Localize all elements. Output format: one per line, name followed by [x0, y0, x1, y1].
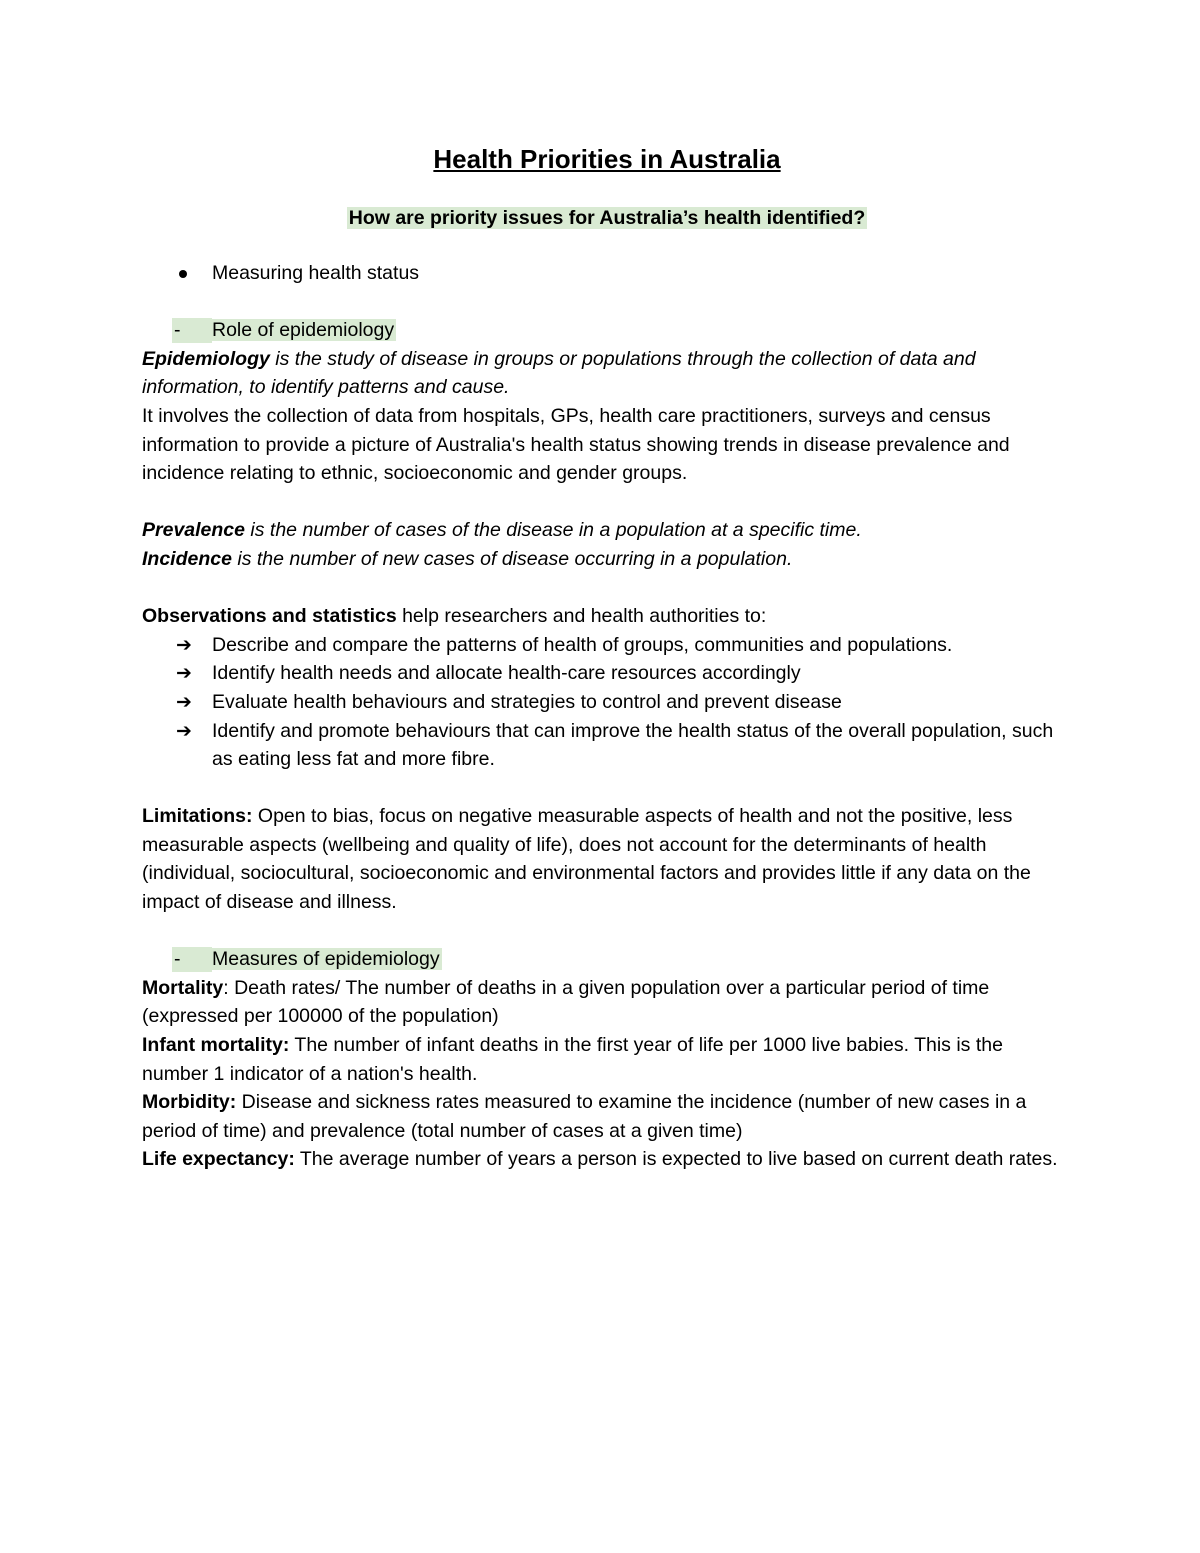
section-heading-role — [142, 316, 1072, 345]
prevalence-term: Prevalence — [142, 519, 245, 542]
list-item — [142, 688, 1072, 717]
arrow-right-icon: ➔ — [176, 690, 192, 713]
list-item-text: Identify health needs and allocate health-care resources accordingly — [212, 662, 801, 685]
definition-text: is the study of disease in groups or populations through the collection of data and information, to identify patterns and cause. — [142, 347, 976, 399]
document-page — [142, 138, 1072, 1174]
subtitle-question: How are priority issues for Australia’s health identified? — [348, 207, 866, 229]
list-item-text: Identify and promote behaviours that can improve the health status of the overall population, such as eating less fat and more fibre. — [212, 719, 1054, 771]
life-expectancy-term: Life expectancy: — [142, 1148, 295, 1171]
section-heading-label: Role of epidemiology — [212, 319, 395, 342]
observations-term: Observations and statistics — [142, 605, 397, 628]
limitations-text: Open to bias, focus on negative measurable aspects of health and not the positive, less measurable aspects (wellbeing and quality of life), does not account for the determinants of health (individual, sociocultural, socioeconomic and environmental factors and provides little if any data on the impact of disease and illness. — [142, 805, 1031, 914]
list-item — [142, 659, 1072, 688]
prevalence-text: is the number of cases of the disease in a population at a specific time. — [245, 519, 862, 542]
prevalence-definition — [142, 516, 1072, 545]
mortality-term: Mortality — [142, 976, 224, 999]
arrow-right-icon: ➔ — [176, 719, 192, 742]
incidence-text: is the number of new cases of disease occurring in a population. — [231, 547, 793, 570]
observations-text: help researchers and health authorities to: — [396, 605, 767, 628]
definition-term: Epidemiology — [142, 347, 270, 370]
dash-marker: - — [174, 948, 181, 971]
bullet-label: Measuring health status — [212, 262, 420, 284]
morbidity-text: Disease and sickness rates measured to examine the incidence (number of new cases in a period of time) and prevalence (total number of cases at a given time) — [142, 1091, 1027, 1142]
infant-mortality-term: Infant mortality: — [142, 1034, 290, 1057]
section-heading-label: Measures of epidemiology — [212, 948, 440, 971]
page-title: Health Priorities in Australia — [433, 144, 781, 174]
incidence-term: Incidence — [142, 547, 232, 570]
list-item — [142, 631, 1072, 660]
observations-intro — [142, 602, 1072, 631]
list-item — [142, 717, 1072, 774]
infant-mortality-definition — [142, 1031, 1072, 1088]
life-expectancy-text: The average number of years a person is expected to live based on current death rates. — [294, 1148, 1058, 1171]
limitations-term: Limitations: — [142, 805, 253, 828]
dash-marker: - — [174, 319, 181, 342]
incidence-definition — [142, 545, 1072, 574]
subtitle-block — [142, 204, 1072, 232]
list-item-text: Describe and compare the patterns of health of groups, communities and populations. — [212, 633, 953, 656]
morbidity-definition — [142, 1088, 1072, 1145]
list-item-text: Evaluate health behaviours and strategies to control and prevent disease — [212, 690, 842, 713]
bullet-item — [142, 259, 1072, 288]
arrow-right-icon: ➔ — [176, 662, 192, 685]
observations-list — [142, 631, 1072, 774]
bullet-dot-icon — [179, 270, 187, 278]
epidemiology-definition — [142, 345, 1072, 402]
epidemiology-paragraph: It involves the collection of data from hospitals, GPs, health care practitioners, surveys and census information to provide a picture of Australia's health status showing trends in disease prevalence and incidence relating to ethnic, socioeconomic and gender groups. — [142, 404, 1010, 485]
morbidity-term: Morbidity: — [142, 1091, 237, 1114]
life-expectancy-definition — [142, 1145, 1072, 1174]
section-heading-measures — [142, 945, 1072, 974]
infant-mortality-text: The number of infant deaths in the first year of life per 1000 live babies. This is the number 1 indicator of a nation's health. — [142, 1034, 1003, 1085]
arrow-right-icon: ➔ — [176, 633, 192, 656]
mortality-text: : Death rates/ The number of deaths in a given population over a particular period of time (expressed per 100000 of the population) — [142, 976, 990, 1028]
mortality-definition — [142, 974, 1072, 1031]
limitations-paragraph — [142, 802, 1072, 916]
